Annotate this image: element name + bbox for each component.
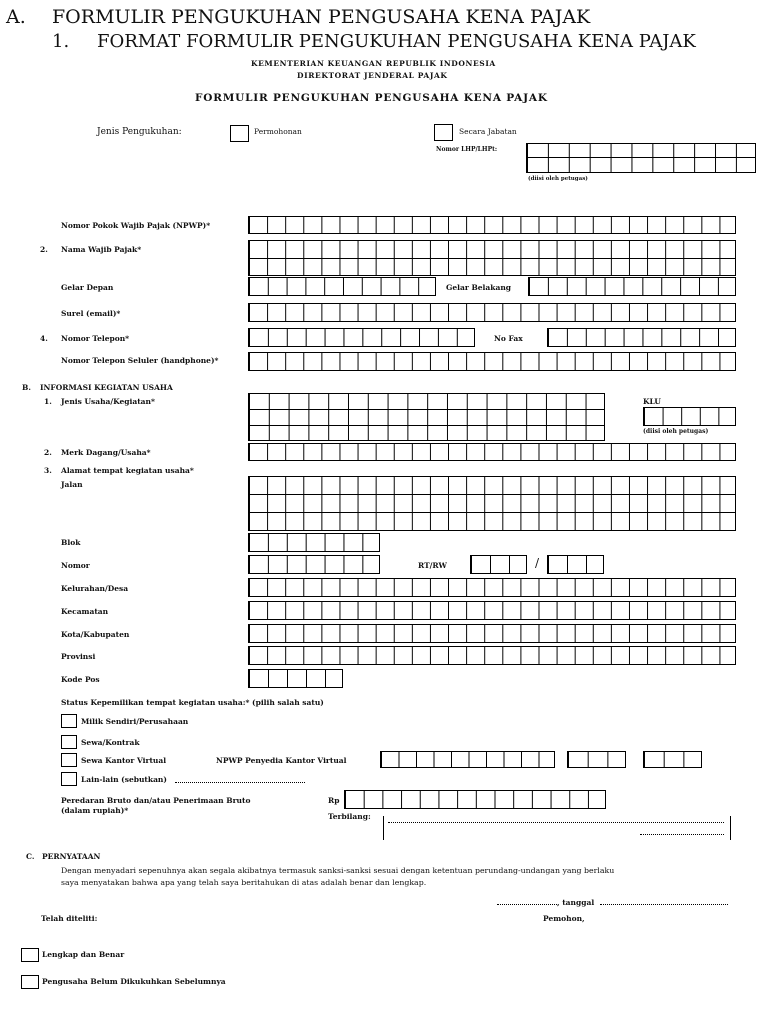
tanggal-label: , tanggal — [557, 898, 595, 907]
merk-label: Merk Dagang/Usaha* — [61, 448, 151, 457]
lhp-label: Nomor LHP/LHPt: — [436, 146, 498, 153]
permohonan-checkbox[interactable] — [230, 125, 249, 142]
subsection-1-marker: 1. — [52, 31, 70, 52]
subsection-1-title: FORMAT FORMULIR PENGUKUHAN PENGUSAHA KENA PAJAK — [97, 31, 696, 52]
form-title: FORMULIR PENGUKUHAN PENGUSAHA KENA PAJAK — [195, 92, 548, 104]
section-c-marker: C. — [26, 852, 35, 861]
diteliti-label: Telah diteliti: — [41, 914, 98, 923]
jenis-usaha-label: Jenis Usaha/Kegiatan* — [61, 397, 155, 406]
npwp-label: Nomor Pokok Wajib Pajak (NPWP)* — [61, 221, 211, 230]
lain-label: Lain-lain (sebutkan) — [81, 775, 167, 784]
milik-label: Milik Sendiri/Perusahaan — [81, 717, 189, 726]
jabatan-checkbox[interactable] — [434, 124, 453, 141]
lengkap-label: Lengkap dan Benar — [42, 950, 125, 959]
kelurahan-grid[interactable] — [248, 578, 736, 597]
terbilang-label: Terbilang: — [328, 812, 371, 821]
alamat-label: Alamat tempat kegiatan usaha* — [61, 466, 194, 475]
tanggal-dotted[interactable] — [600, 904, 728, 905]
sewa-checkbox[interactable] — [61, 735, 77, 749]
jalan-label: Jalan — [61, 480, 83, 489]
seluler-grid[interactable] — [248, 352, 736, 371]
rp-label: Rp — [328, 796, 340, 805]
gelar-belakang-label: Gelar Belakang — [446, 283, 512, 292]
kota-grid[interactable] — [248, 624, 736, 643]
klu-grid[interactable] — [643, 407, 736, 426]
provinsi-label: Provinsi — [61, 652, 96, 661]
kecamatan-grid[interactable] — [248, 601, 736, 620]
virtual-label: Sewa Kantor Virtual — [81, 756, 167, 765]
blok-grid[interactable] — [248, 533, 380, 552]
provinsi-grid[interactable] — [248, 646, 736, 665]
surel-label: Surel (email)* — [61, 309, 121, 318]
section-a-marker: A. — [6, 6, 26, 28]
blok-label: Blok — [61, 538, 81, 547]
nama-label: Nama Wajib Pajak* — [61, 245, 142, 254]
jabatan-label: Secara Jabatan — [459, 127, 517, 136]
lhp-note: (diisi oleh petugas) — [528, 176, 588, 182]
section-b-title: INFORMASI KEGIATAN USAHA — [40, 383, 173, 392]
nama-number: 2. — [40, 245, 48, 254]
fax-label: No Fax — [494, 334, 523, 343]
jenis-label: Jenis Pengukuhan: — [97, 127, 182, 137]
permohonan-label: Permohonan — [254, 127, 302, 136]
pernyataan-line-1: Dengan menyadari sepenuhnya akan segala akibatnya termasuk sanksi-sanksi sesuai dengan ketentuan perundang-undangan yang berlaku — [61, 866, 615, 875]
jenis-usaha-grid[interactable] — [248, 393, 605, 441]
section-b-marker: B. — [22, 383, 31, 392]
tempat-dotted[interactable] — [497, 904, 557, 905]
virtual-checkbox[interactable] — [61, 753, 77, 767]
npwp-virtual-label: NPWP Penyedia Kantor Virtual — [216, 756, 347, 765]
npwp-virtual-grid-2[interactable] — [567, 751, 626, 768]
lain-dotted-line[interactable] — [175, 782, 305, 783]
npwp-virtual-grid-1[interactable] — [380, 751, 555, 768]
kodepos-label: Kode Pos — [61, 675, 100, 684]
merk-grid[interactable] — [248, 443, 736, 461]
rtrw-label: RT/RW — [418, 561, 447, 570]
nomor-label: Nomor — [61, 561, 90, 570]
kecamatan-label: Kecamatan — [61, 607, 109, 616]
peredaran-grid[interactable] — [344, 790, 606, 809]
rt-grid[interactable] — [470, 555, 527, 574]
surel-grid[interactable] — [248, 303, 736, 322]
peredaran-label-1: Peredaran Bruto dan/atau Penerimaan Bruto — [61, 796, 251, 805]
milik-checkbox[interactable] — [61, 714, 77, 728]
klu-label: KLU — [643, 397, 661, 406]
belum-checkbox[interactable] — [21, 975, 39, 989]
lain-checkbox[interactable] — [61, 772, 77, 786]
telepon-number: 4. — [40, 334, 48, 343]
jenis-usaha-number: 1. — [44, 397, 52, 406]
gelar-depan-grid[interactable] — [248, 277, 436, 296]
ministry-header: KEMENTERIAN KEUANGAN REPUBLIK INDONESIA — [251, 59, 496, 68]
pemohon-label: Pemohon, — [543, 914, 585, 923]
gelar-belakang-grid[interactable] — [528, 277, 736, 296]
jalan-grid[interactable] — [248, 476, 736, 531]
kota-label: Kota/Kabupaten — [61, 630, 130, 639]
telepon-label: Nomor Telepon* — [61, 334, 130, 343]
klu-note: (diisi oleh petugas) — [643, 428, 709, 435]
npwp-grid[interactable] — [248, 216, 736, 234]
peredaran-label-2: (dalam rupiah)* — [61, 806, 129, 815]
npwp-virtual-grid-3[interactable] — [643, 751, 702, 768]
kodepos-grid[interactable] — [248, 669, 343, 688]
section-a-title: FORMULIR PENGUKUHAN PENGUSAHA KENA PAJAK — [52, 6, 591, 28]
sewa-label: Sewa/Kontrak — [81, 738, 140, 747]
rtrw-slash: / — [535, 556, 540, 570]
status-label: Status Kepemilikan tempat kegiatan usaha:* (pilih salah satu) — [61, 698, 324, 707]
section-c-title: PERNYATAAN — [42, 852, 101, 861]
kelurahan-label: Kelurahan/Desa — [61, 584, 129, 593]
gelar-depan-label: Gelar Depan — [61, 283, 114, 292]
lengkap-checkbox[interactable] — [21, 948, 39, 962]
seluler-label: Nomor Telepon Seluler (handphone)* — [61, 356, 219, 365]
lhp-number-grid[interactable] — [526, 143, 756, 173]
belum-label: Pengusaha Belum Dikukuhkan Sebelumnya — [42, 977, 226, 986]
merk-number: 2. — [44, 448, 52, 457]
directorate-header: DIREKTORAT JENDERAL PAJAK — [297, 71, 448, 80]
telepon-grid[interactable] — [248, 328, 475, 347]
alamat-number: 3. — [44, 466, 52, 475]
rw-grid[interactable] — [547, 555, 604, 574]
nomor-grid[interactable] — [248, 555, 380, 574]
fax-grid[interactable] — [547, 328, 736, 347]
pernyataan-line-2: saya menyatakan bahwa apa yang telah saya beritahukan di atas adalah benar dan lengkap. — [61, 878, 427, 887]
terbilang-box[interactable] — [383, 816, 731, 840]
